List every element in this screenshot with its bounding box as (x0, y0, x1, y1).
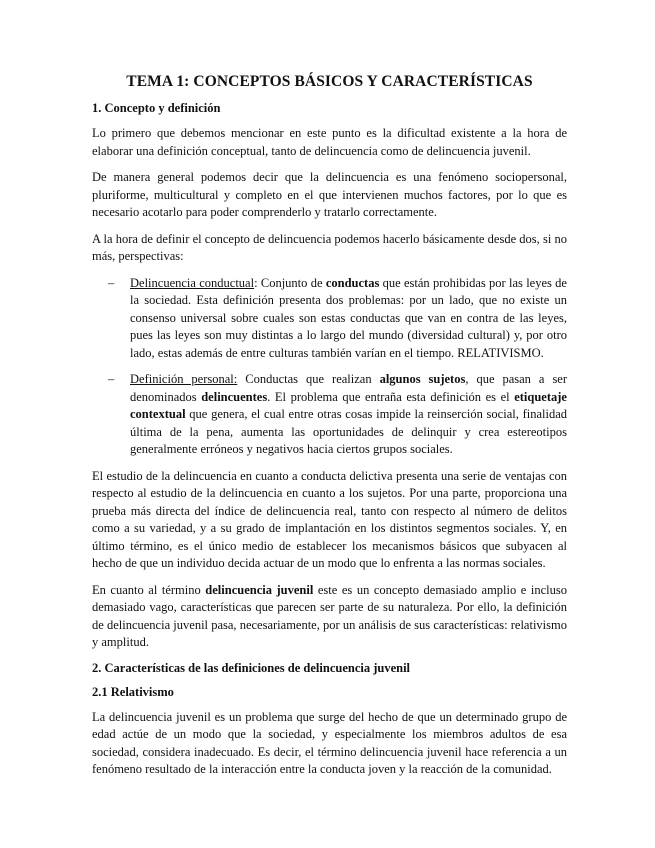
bold-term: delincuencia juvenil (205, 582, 314, 597)
section-heading-concept: 1. Concepto y definición (92, 101, 221, 115)
bold-term: delincuentes (201, 389, 268, 404)
bold-term: conductas (325, 275, 380, 290)
list-text: Conductas que realizan (245, 372, 380, 386)
bold-term: etiquetaje contextual (130, 389, 567, 421)
paragraph-perspectives: A la hora de definir el concepto de delincuencia podemos hacerlo básicamente desde dos, si no más, perspectivas: (92, 231, 567, 263)
list-dash: – (108, 372, 115, 386)
subsection-heading-relativism: 2.1 Relativismo (92, 684, 174, 699)
perspectives-list (92, 275, 567, 459)
section-heading-characteristics: 2. Características de las definiciones de delincuencia juvenil (92, 660, 411, 675)
document-title: TEMA 1: CONCEPTOS BÁSICOS Y CARACTERÍSTICAS (126, 73, 533, 90)
paragraph-text: este es un concepto demasiado amplio e incluso demasiado vago, características que parecen ser parte de su naturaleza. Por ello, la definición de delincuencia juvenil pasa, necesariamente, por un análisis de sus características: relativismo y amplitud. (92, 582, 567, 649)
list-item-personal (92, 371, 567, 459)
list-dash: – (108, 275, 115, 290)
term-definicion-personal: Definición personal: (130, 372, 238, 386)
list-text: Conjunto de (260, 275, 326, 290)
term-delincuencia-conductual: Delincuencia conductual (130, 275, 255, 290)
paragraph-general-definition: De manera general podemos decir que la delincuencia es una fenómeno sociopersonal, pluriforme, multicultural y completo en el que intervienen muchos factores, por lo que es necesario acotarlo para poder comprenderlo y tratarlo correctamente. (92, 170, 567, 219)
paragraph-text: En cuanto al término (92, 582, 206, 597)
paragraph-study-advantages: El estudio de la delincuencia en cuanto a conducta delictiva presenta una serie de ventajas con respecto al estudio de la delincuencia en cuanto a los sujetos. Por una parte, proporciona una prueba más directa del índice de delincuencia real, tanto con respecto al número de delitos como a su variedad, y a su grado de implantación en los distintos segmentos sociales. Y, en último término, es el único medio de establecer los mecanismos básicos que subyacen al hecho de que un individuo decida actuar de un modo que lo enfrenta a las normas sociales. (92, 468, 567, 570)
list-text: : (254, 275, 261, 290)
list-text: . El problema que entraña esta definición es el (267, 389, 515, 404)
list-text: , que pasan a ser denominados (130, 372, 568, 404)
list-item-conductual (92, 275, 567, 363)
paragraph-juvenile-term (92, 582, 567, 652)
paragraph-intro: Lo primero que debemos mencionar en este punto es la dificultad existente a la hora de elaborar una definición conceptual, tanto de delincuencia como de delincuencia juvenil. (92, 126, 567, 158)
bold-term: algunos sujetos (379, 372, 466, 386)
list-text: que están prohibidas por las leyes de la sociedad. Esta definición presenta dos problemas: por un lado, que no existe un consenso universal sobre cuales son estas conductas que van en contra de las leyes, pues las leyes son muy distintas a lo largo del mundo (diversidad cultural) y, por otro lado, estas además de entre culturas también varían en el tiempo. RELATIVISMO. (130, 275, 567, 360)
paragraph-relativism: La delincuencia juvenil es un problema que surge del hecho de que un determinado grupo de edad actúe de un modo que la sociedad, y especialmente los miembros adultos de esa sociedad, considera inadecuado. Es decir, el término delincuencia juvenil hace referencia a un fenómeno resultado de la interacción entre la conducta joven y la reacción de la comunidad. (92, 709, 567, 776)
list-text: que genera, el cual entre otras cosas impide la reinserción social, finalidad última de la pena, aumenta las oportunidades de delinquir y crea estereotipos generalmente erróneos y negativos hacia ciertos grupos sociales. (130, 407, 567, 456)
